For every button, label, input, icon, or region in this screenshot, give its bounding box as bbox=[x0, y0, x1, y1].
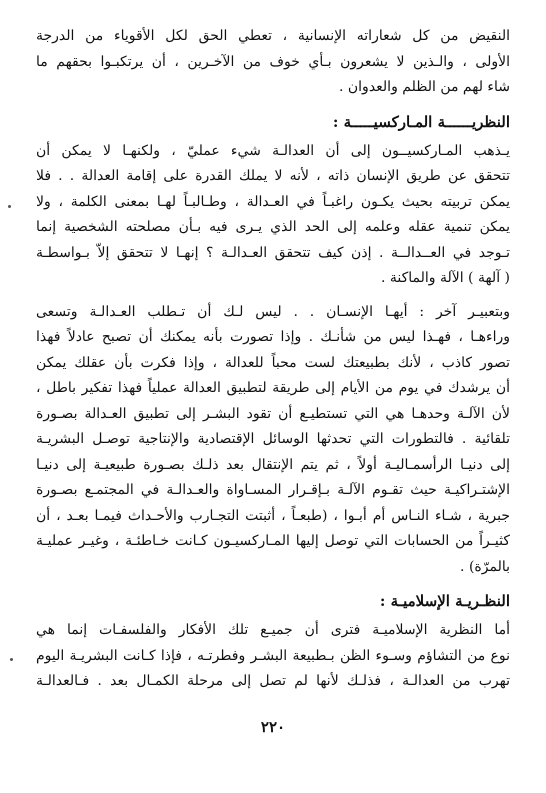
text-line: وبتعبيـر آخر : أيهـا الإنسـان . . ليس لـك أن تـطلب العـدالـة وتسعى bbox=[36, 303, 510, 320]
section-heading-marxist: النظريــــــة المـاركسيـــــة : bbox=[332, 112, 510, 131]
text-line: أما النظرية الإسلاميـة فترى أن جميـع تلك الأفكار والفلسفـات إنما هي bbox=[36, 622, 510, 638]
text-line: أن يرشدك في يوم من الأيام إلى طريقة لتطبيق العدالة عملياً فهذا تفكير باطل ، bbox=[36, 380, 510, 396]
text-line: يمكن تربيته بحيث يكـون راغبـاً في العـدالة ، وطـالبـاً لهـا بمعنى الكلمة ، ولا bbox=[36, 193, 510, 210]
text-line: ( آلهة ) الآلة والماكنة . bbox=[380, 270, 510, 286]
text-line: جبرية ، شـاء النـاس أم أبـوا ، (طبعـاً ، أثبتت التجـارب والأحـداث فيمـا بعـد ، أن bbox=[36, 507, 510, 524]
text-line: نوع من التشاؤم وسـوء الظن بـطبيعة البشـر وفطرتـه ، فإذا كـانت البشريـة اليوم bbox=[36, 647, 510, 664]
text-line: الأولى ، والـذين لا يشعرون بـأي خوف من الآخـرين ، أن يرتكبـوا بحقهم ما bbox=[36, 53, 510, 70]
text-line: كثيـراً من الحسابات التي توصل إليها المـاركسيـون كـانت خـاطئـة ، وغيـر عمليـة bbox=[36, 533, 510, 549]
text-line: تصور كاذب ، لأنك بطبيعتك لست محباً للعدالة ، وإذا فكرت بأن عقلك يمكن bbox=[36, 354, 510, 371]
text-line: يمكن تنمية عقله وعلمه إلى الحد الذي يـرى فيه بـأن مصلحته الشخصية إنما bbox=[36, 219, 510, 235]
islamic-paragraph-1 bbox=[36, 618, 510, 695]
text-line: تلقائية . فالتطورات التي تحدثها الوسائل الإقتصادية والإنتاجية توصـل البشريـة bbox=[36, 431, 510, 447]
text-line: يـذهب المـاركسيــون إلى أن العدالـة شيء عمليّ ، ولكنهـا لا يمكن أن bbox=[36, 142, 510, 159]
text-line: وراءهـا ، فهـذا ليس من شأنـك . وإذا تصورت بأنه يمكنك أن تصبح عادلاً فهذا bbox=[36, 329, 510, 345]
text-line: شاء لهم من الظلم والعدوان . bbox=[338, 79, 510, 95]
text-line: تهرب من العدالـة ، فذلـك لأنها لم تصل إلى مرحلة الكمـال بعد . فـالعدالـة bbox=[36, 673, 510, 689]
text-line: تتحقق عن طريق الإنسان ذاته ، لأنه لا يملك القدرة على إقامة العدالة . . فلا bbox=[36, 168, 510, 184]
margin-mark bbox=[10, 658, 13, 661]
text-line: تـوجد في العــدالــة . إذن كيف تتحقق العـدالـة ؟ إنهـا لا تتحقق إلاّ بـواسطـة bbox=[36, 244, 510, 261]
marxist-paragraph-1 bbox=[36, 139, 510, 292]
intro-paragraph bbox=[36, 24, 510, 101]
page-number: ٢٢٠ bbox=[260, 718, 286, 736]
text-line: لأن الآلـة وحدهـا هي التي تستطيـع أن تقود البشـر إلى تطبيق العـدالة بصـورة bbox=[36, 405, 510, 422]
text-line: النقيض من كل شعاراته الإنسانية ، تعطي الحق لكل الأقوياء من الدرجة bbox=[36, 28, 510, 44]
marxist-paragraph-2 bbox=[36, 300, 510, 581]
margin-mark bbox=[8, 205, 11, 208]
text-line: بالمرّة) . bbox=[460, 558, 510, 575]
text-line: الإشتـراكيـة حيث تقـوم الآلـة بـإقـرار المسـاواة والعـدالـة في المجتمـع بصـورة bbox=[36, 482, 510, 498]
section-heading-islamic: النظـريـة الإسلاميـة : bbox=[379, 592, 510, 610]
text-line: إلى دنيـا الرأسمـاليـة أولاً ، ثم يتم الإنتقال بعد ذلـك بصـورة طبيعيـة إلى دنيـا bbox=[36, 456, 510, 473]
document-page bbox=[36, 24, 510, 703]
